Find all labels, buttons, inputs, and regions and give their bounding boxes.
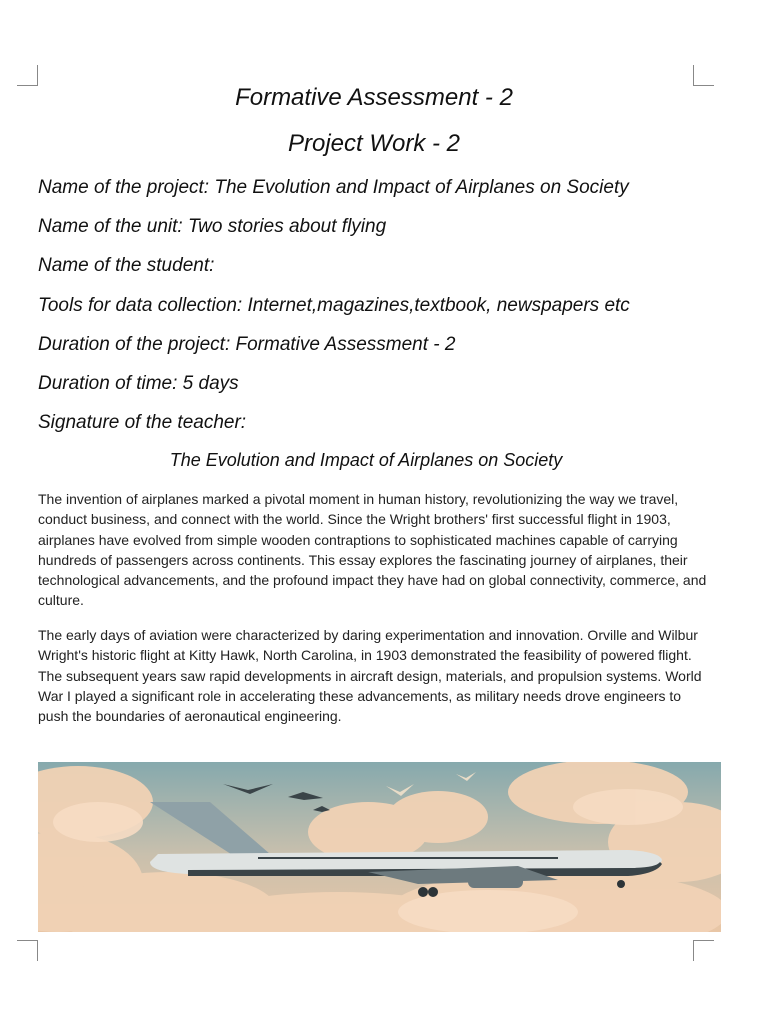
document-title: Formative Assessment - 2 xyxy=(235,84,513,111)
field-project-duration: Duration of the project: Formative Assessment - 2 xyxy=(38,333,456,355)
field-time-duration: Duration of time: 5 days xyxy=(38,372,239,394)
crop-mark-top-left xyxy=(17,65,38,86)
field-unit-name: Name of the unit: Two stories about flying xyxy=(38,216,387,238)
crop-mark-bottom-right xyxy=(693,940,714,961)
essay-paragraph-2: The early days of aviation were characterized by daring experimentation and innovation. Orville and Wilbur Wright's historic flight at Kitty Hawk, North Carolina, in 1903 demonstrated the feasibility of powered flight. The subsequent years saw rapid developments in aircraft design, materials, and propulsion systems. World War I played a significant role in accelerating these advancements, as military needs drove engineers to push the boundaries of aeronautical engineering. xyxy=(38,627,702,725)
field-teacher-signature: Signature of the teacher: xyxy=(38,412,247,434)
airplane-illustration xyxy=(38,762,721,932)
crop-mark-top-right xyxy=(693,65,714,86)
document-subtitle: Project Work - 2 xyxy=(287,130,461,157)
crop-mark-bottom-left xyxy=(17,940,38,961)
field-project-name: Name of the project: The Evolution and Impact of Airplanes on Society xyxy=(38,177,629,198)
project-details-list xyxy=(38,175,630,449)
field-student-name: Name of the student: xyxy=(38,255,215,277)
essay-title: The Evolution and Impact of Airplanes on Society xyxy=(169,450,563,470)
field-tools: Tools for data collection: Internet,magazines,textbook, newspapers etc xyxy=(38,294,630,316)
essay-paragraph-1: The invention of airplanes marked a pivotal moment in human history, revolutionizing the way we travel, conduct business, and connect with the world. Since the Wright brothers' first successful flight in 1903, airplanes have evolved from simple wooden contraptions to sophisticated machines capable of carrying hundreds of passengers across continents. This essay explores the fascinating journey of airplanes, their technological advancements, and the profound impact they have had on global connectivity, commerce, and culture. xyxy=(38,491,707,609)
